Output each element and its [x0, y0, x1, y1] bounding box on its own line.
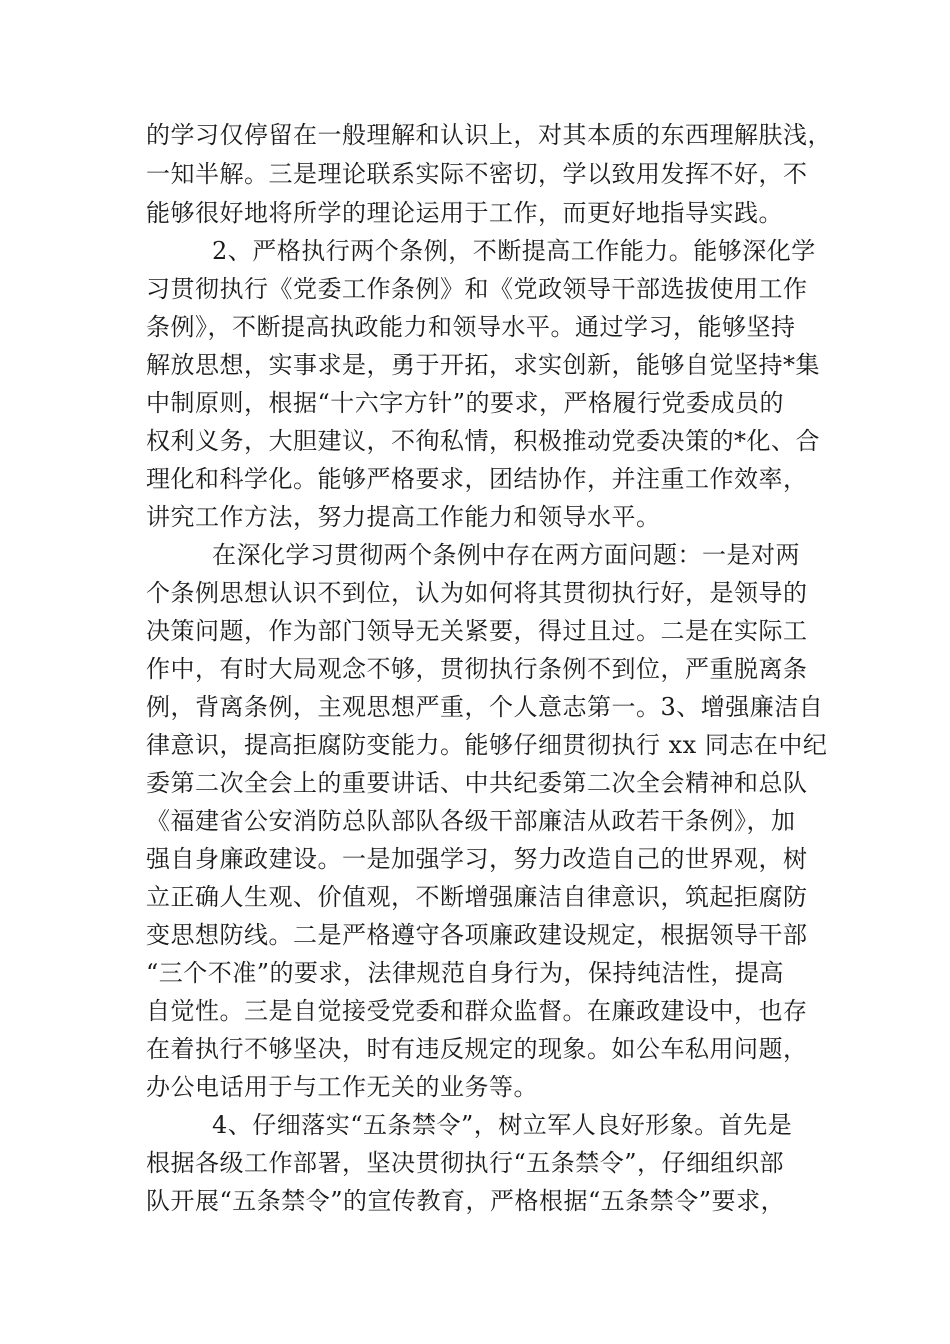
text-line: 解放思想，实事求是，勇于开拓，求实创新，能够自觉坚持*集 — [146, 351, 820, 379]
text-line: 《福建省公安消防总队部队各级干部廉洁从政若干条例》，加 — [146, 807, 796, 835]
text-line: 条例》，不断提高执政能力和领导水平。通过学习，能够坚持 — [146, 313, 796, 341]
text-line: 权利义务，大胆建议，不徇私情，积极推动党委决策的*化、合 — [146, 427, 820, 455]
paragraph-start-line: 2、严格执行两个条例，不断提高工作能力。能够深化学 — [212, 237, 816, 265]
text-line: 一知半解。三是理论联系实际不密切，学以致用发挥不好，不 — [146, 160, 808, 188]
text-line: 队开展“五条禁令”的宣传教育，严格根据“五条禁令”要求， — [146, 1187, 786, 1215]
text-line: 办公电话用于与工作无关的业务等。 — [146, 1073, 538, 1101]
text-line: 委第二次全会上的重要讲话、中共纪委第二次全会精神和总队 — [146, 769, 808, 797]
text-line: 例，背离条例，主观思想严重，个人意志第一。3、增强廉洁自 — [146, 693, 824, 721]
text-line: 作中，有时大局观念不够，贯彻执行条例不到位，严重脱离条 — [146, 655, 808, 683]
text-line: 律意识，提高拒腐防变能力。能够仔细贯彻执行 xx 同志在中纪 — [146, 731, 828, 759]
text-line: “三个不准”的要求，法律规范自身行为，保持纯洁性，提高 — [146, 959, 785, 987]
text-line: 中制原则，根据“十六字方针”的要求，严格履行党委成员的 — [146, 389, 785, 417]
text-line: 的学习仅停留在一般理解和认识上，对其本质的东西理解肤浅， — [146, 121, 832, 149]
text-line: 在着执行不够坚决，时有违反规定的现象。如公车私用问题， — [146, 1035, 808, 1063]
text-line: 习贯彻执行《党委工作条例》和《党政领导干部选拔使用工作 — [146, 275, 808, 303]
text-line: 立正确人生观、价值观，不断增强廉洁自律意识，筑起拒腐防 — [146, 883, 808, 911]
text-line: 自觉性。三是自觉接受党委和群众监督。在廉政建设中，也存 — [146, 997, 808, 1025]
paragraph-start-line: 4、仔细落实“五条禁令”，树立军人良好形象。首先是 — [212, 1111, 793, 1139]
text-line: 变思想防线。二是严格遵守各项廉政建设规定，根据领导干部 — [146, 921, 808, 949]
text-line: 理化和科学化。能够严格要求，团结协作，并注重工作效率， — [146, 465, 808, 493]
text-line: 根据各级工作部署，坚决贯彻执行“五条禁令”，仔细组织部 — [146, 1149, 785, 1177]
paragraph-start-line: 在深化学习贯彻两个条例中存在两方面问题：一是对两 — [212, 541, 800, 569]
text-line: 决策问题，作为部门领导无关紧要，得过且过。二是在实际工 — [146, 617, 808, 645]
text-line: 强自身廉政建设。一是加强学习，努力改造自己的世界观，树 — [146, 845, 808, 873]
text-line: 讲究工作方法，努力提高工作能力和领导水平。 — [146, 503, 661, 531]
text-line: 个条例思想认识不到位，认为如何将其贯彻执行好，是领导的 — [146, 579, 808, 607]
text-line: 能够很好地将所学的理论运用于工作，而更好地指导实践。 — [146, 199, 783, 227]
